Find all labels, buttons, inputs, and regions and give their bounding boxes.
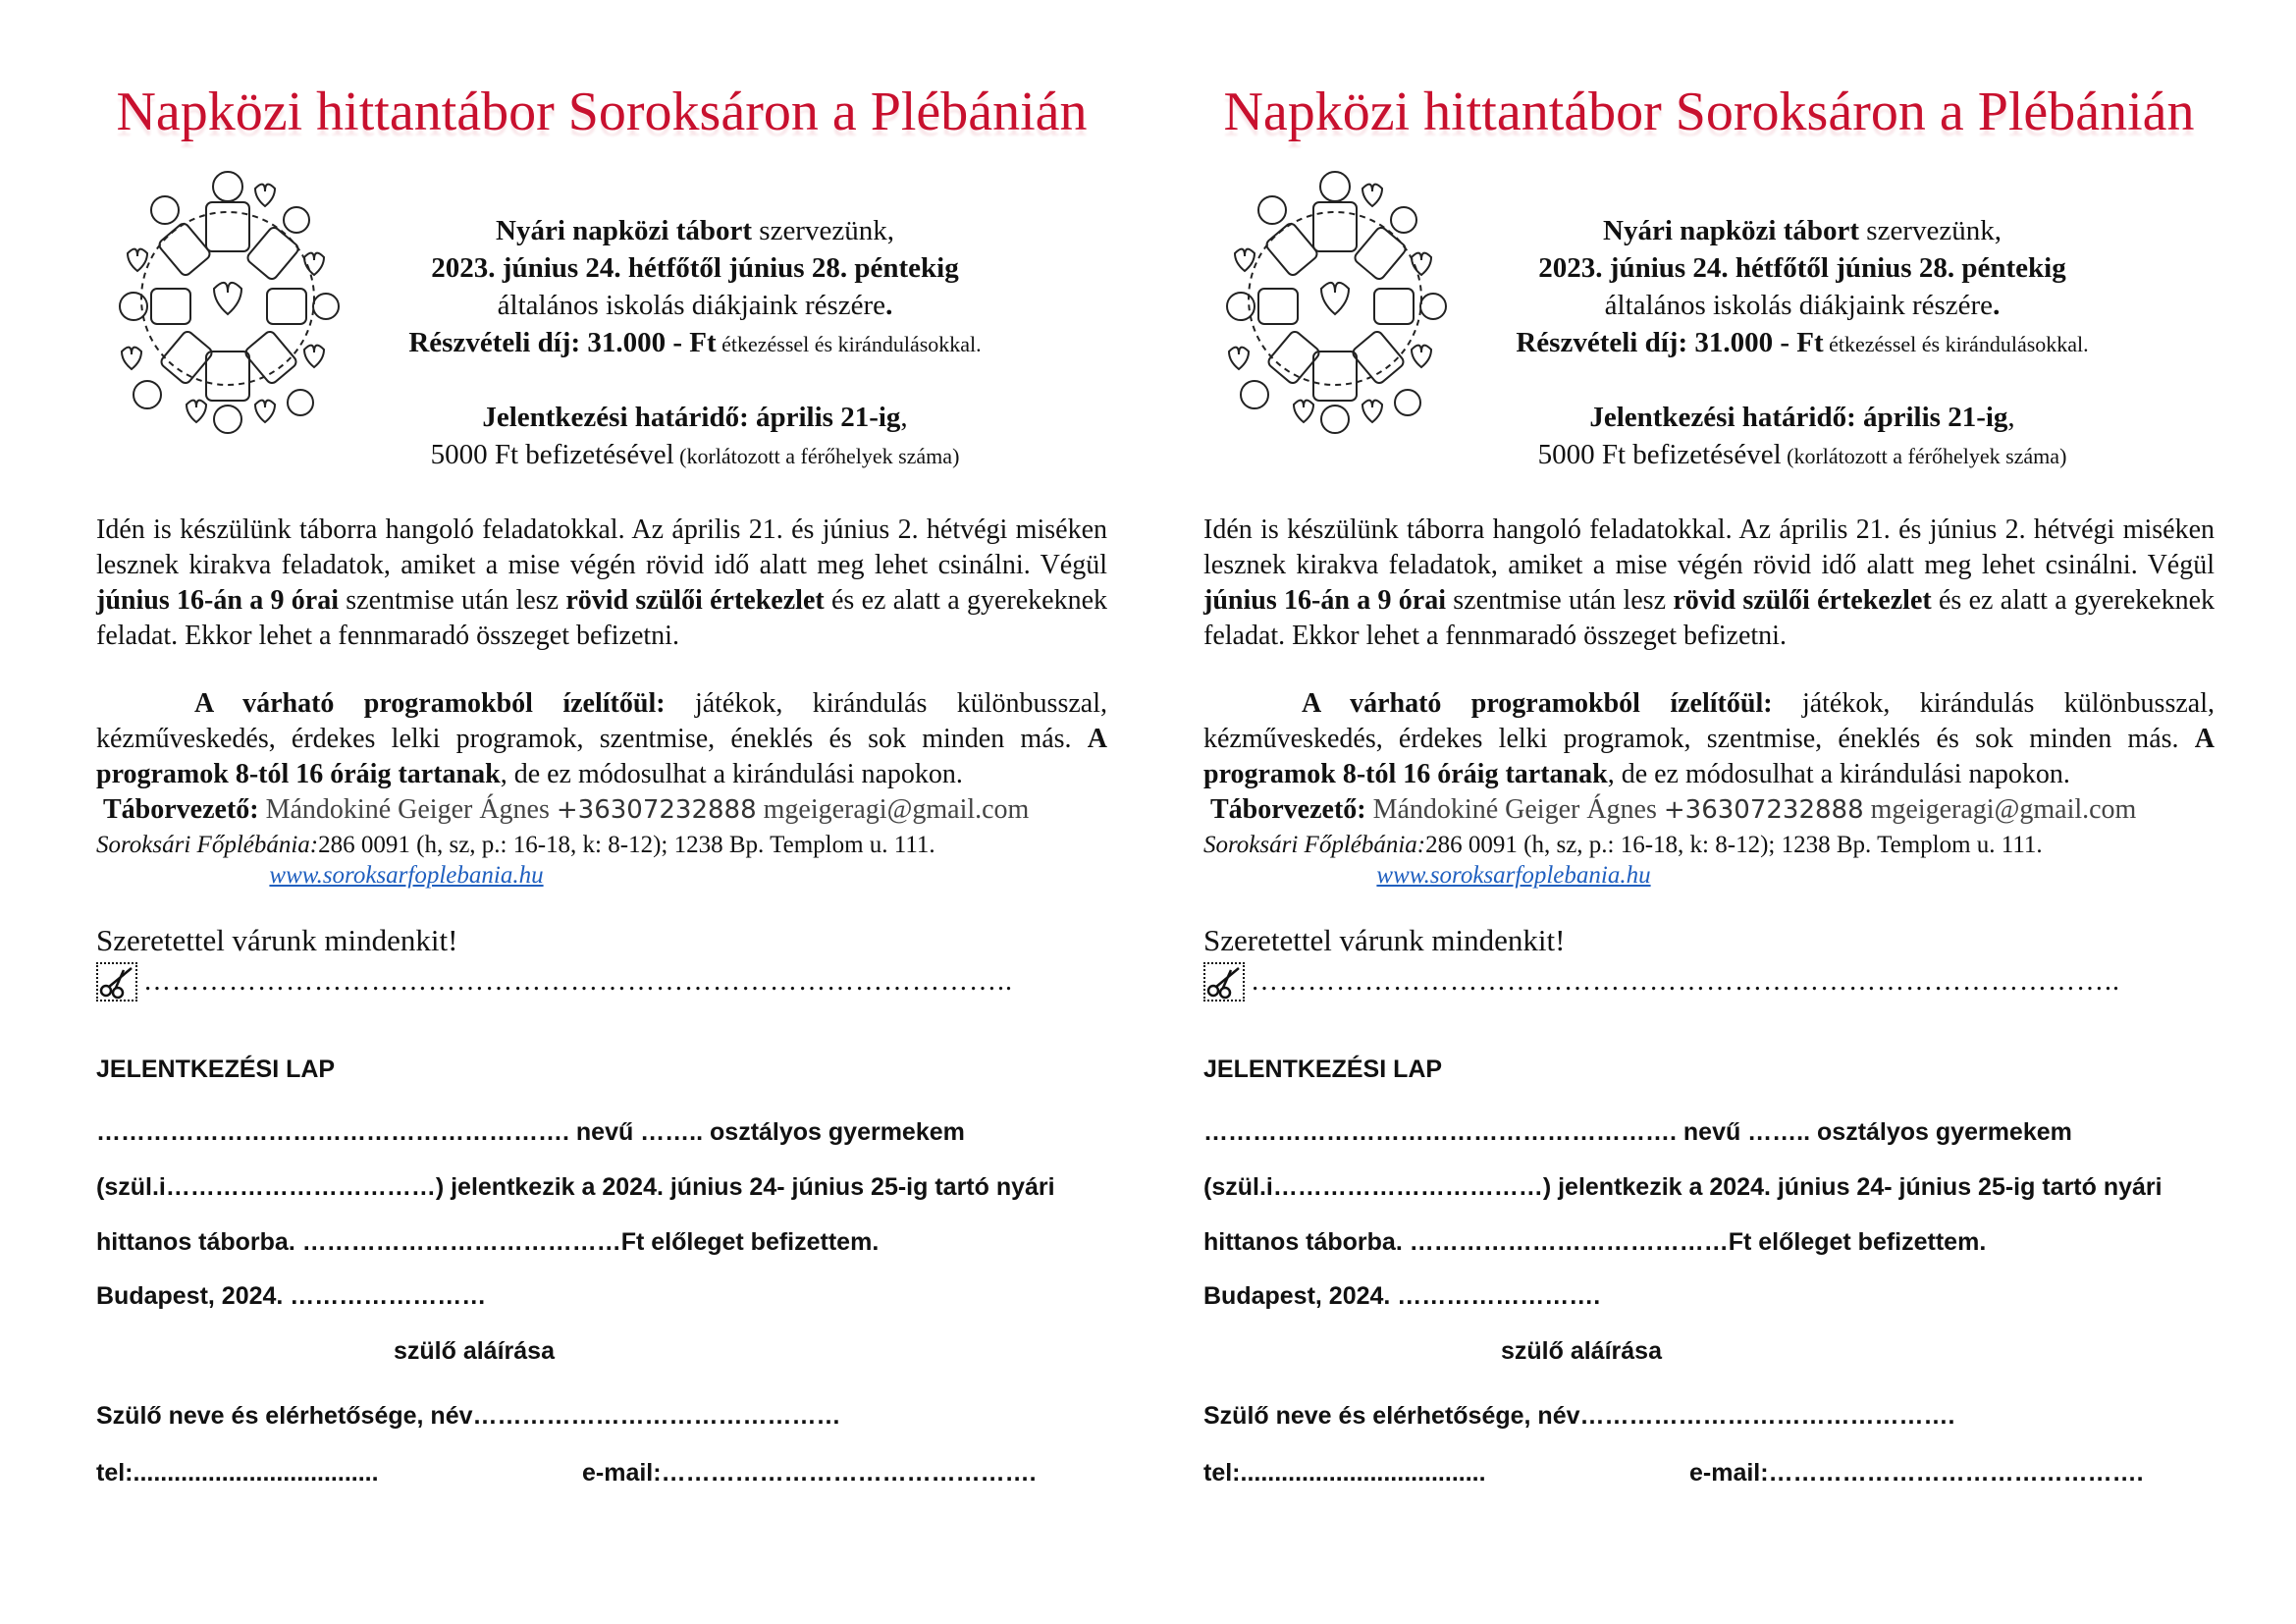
para1-bold-date: június 16-án a 9 órai xyxy=(96,585,339,616)
cut-dotted-line: ……………………………………………………………………………….. xyxy=(1251,966,2120,997)
form-line-child-name: …………………………………………………. nevű …….. osztályos gyermekem xyxy=(96,1118,965,1146)
greeting: Szeretettel várunk mindenkit! xyxy=(1203,923,1566,957)
form-email: e-mail:………………………………………. xyxy=(582,1459,1037,1487)
flyer-title: Napközi hittantábor Soroksáron a Plébánián xyxy=(116,81,1088,142)
info-paragraph xyxy=(1203,513,2215,654)
programs-text: játékok, kirándulás különbusszal, kézműveskedés, érdekes lelki programok, szentmise, éneklés és sok minden más. xyxy=(96,688,1107,754)
payment-text: 5000 Ft befizetésével xyxy=(1537,439,1782,470)
parish-office-line xyxy=(96,830,1107,861)
para1-text-a: Idén is készülünk táborra hangoló feladatokkal. Az április 21. és június 2. hétvégi miséken lesznek kirakva feladatok, amiket a mise végén rövid idő alatt meg lehet csinálni. Végül xyxy=(96,514,1107,580)
intro-line3-dot: . xyxy=(1993,290,2001,321)
para1-text-c: szentmise után lesz xyxy=(1445,585,1674,616)
flyer-title: Napközi hittantábor Soroksáron a Plébánián xyxy=(1223,81,2195,142)
leader-name: Mándokiné Geiger Ágnes xyxy=(1365,794,1664,825)
form-line-deposit: hittanos táborba. …………………………………Ft előleget befizettem. xyxy=(96,1228,880,1256)
leader-line xyxy=(96,794,1029,825)
intro-line3: általános iskolás diákjaink részére xyxy=(497,290,886,321)
intro-line1-rest: szervezünk, xyxy=(752,215,894,246)
deadline-comma: , xyxy=(900,402,908,433)
para1-text-e: és ez alatt a gyerekeknek feladat. Ekkor lehet a fennmaradó összeget befizetni. xyxy=(96,585,1107,651)
form-tel: tel:.................................... xyxy=(1203,1459,1486,1487)
leader-name: Mándokiné Geiger Ágnes xyxy=(258,794,557,825)
fee-note: étkezéssel és kirándulásokkal. xyxy=(716,332,982,356)
intro-line3-dot: . xyxy=(885,290,893,321)
para1-bold-meeting: rövid szülői értekezlet xyxy=(1673,585,1932,616)
form-heading: JELENTKEZÉSI LAP xyxy=(1203,1056,1443,1083)
website-link[interactable]: www.soroksarfoplebania.hu xyxy=(1376,862,1651,889)
intro-line1-bold: Nyári napközi tábort xyxy=(496,215,753,246)
participation-fee: Részvételi díj: 31.000 - Ft xyxy=(408,327,717,358)
form-signature-label: szülő aláírása xyxy=(394,1337,555,1365)
form-line-birth: (szül.i……………………………) jelentkezik a 2024. június 24- június 25-ig tartó nyári xyxy=(1203,1173,2163,1201)
camp-dates: 2023. június 24. hétfőtől június 28. péntekig xyxy=(431,252,959,284)
para1-text-c: szentmise után lesz xyxy=(338,585,566,616)
form-line-birth: (szül.i……………………………) jelentkezik a 2024. június 24- június 25-ig tartó nyári xyxy=(96,1173,1055,1201)
leader-phone: +36307232888 xyxy=(1663,795,1864,825)
fee-note: étkezéssel és kirándulásokkal. xyxy=(1823,332,2089,356)
camp-dates: 2023. június 24. hétfőtől június 28. péntekig xyxy=(1538,252,2066,284)
leader-phone: +36307232888 xyxy=(556,795,757,825)
form-line-parent-name: Szülő neve és elérhetősége, név……………………………………… xyxy=(96,1402,841,1430)
form-line-deposit: hittanos táborba. …………………………………Ft előleget befizettem. xyxy=(1203,1228,1987,1256)
form-heading: JELENTKEZÉSI LAP xyxy=(96,1056,336,1083)
info-paragraph xyxy=(96,513,1107,654)
leader-line xyxy=(1203,794,2136,825)
registration-deadline: Jelentkezési határidő: április 21-ig xyxy=(1589,402,2008,433)
leader-email: mgeigeragi@gmail.com xyxy=(1863,794,2137,825)
payment-text: 5000 Ft befizetésével xyxy=(430,439,674,470)
children-circle-logo xyxy=(1215,159,1456,439)
deadline-comma: , xyxy=(2007,402,2015,433)
office-details: 286 0091 (h, sz, p.: 16-18, k: 8-12); 1238 Bp. Templom u. 111. xyxy=(1425,832,2043,858)
form-email: e-mail:………………………………………. xyxy=(1689,1459,2144,1487)
form-line-child-name: …………………………………………………. nevű …….. osztályos gyermekem xyxy=(1203,1118,2072,1146)
form-line-contact xyxy=(1203,1459,2215,1488)
intro-block xyxy=(342,212,1048,475)
registration-deadline: Jelentkezési határidő: április 21-ig xyxy=(482,402,901,433)
form-line-parent-name: Szülő neve és elérhetősége, név………………………………………. xyxy=(1203,1402,1955,1430)
scissors-icon xyxy=(1203,962,1245,1001)
office-label: Soroksári Főplébánia: xyxy=(1203,832,1426,858)
programs-paragraph xyxy=(96,686,1107,828)
participation-fee: Részvételi díj: 31.000 - Ft xyxy=(1516,327,1824,358)
children-circle-logo xyxy=(108,159,348,439)
intro-line3: általános iskolás diákjaink részére xyxy=(1604,290,1994,321)
programs-note: , de ez módosulhat a kirándulási napokon. xyxy=(500,759,963,789)
cut-line xyxy=(96,962,1107,1005)
office-label: Soroksári Főplébánia: xyxy=(96,832,319,858)
leader-email: mgeigeragi@gmail.com xyxy=(756,794,1030,825)
cut-line xyxy=(1203,962,2215,1005)
flyer-right xyxy=(1203,0,2215,1624)
cut-dotted-line: ……………………………………………………………………………….. xyxy=(143,966,1013,997)
office-details: 286 0091 (h, sz, p.: 16-18, k: 8-12); 1238 Bp. Templom u. 111. xyxy=(318,832,935,858)
form-line-date: Budapest, 2024. …………………… xyxy=(96,1282,487,1310)
intro-line1-bold: Nyári napközi tábort xyxy=(1603,215,1860,246)
programs-heading: A várható programokból ízelítőül: xyxy=(1302,688,1773,719)
form-line-contact xyxy=(96,1459,1107,1488)
programs-hours: A programok 8-tól 16 óráig tartanak xyxy=(96,724,1107,789)
para1-bold-date: június 16-án a 9 órai xyxy=(1203,585,1446,616)
payment-note: (korlátozott a férőhelyek száma) xyxy=(1781,444,2067,468)
leader-label: Táborvezető: xyxy=(1210,794,1366,825)
para1-text-e: és ez alatt a gyerekeknek feladat. Ekkor lehet a fennmaradó összeget befizetni. xyxy=(1203,585,2215,651)
payment-note: (korlátozott a férőhelyek száma) xyxy=(673,444,960,468)
intro-line1-rest: szervezünk, xyxy=(1859,215,2002,246)
programs-text: játékok, kirándulás különbusszal, kézműveskedés, érdekes lelki programok, szentmise, éneklés és sok minden más. xyxy=(1203,688,2215,754)
scissors-icon xyxy=(96,962,137,1001)
website-line xyxy=(1203,862,1824,890)
flyer-left xyxy=(96,0,1107,1624)
para1-bold-meeting: rövid szülői értekezlet xyxy=(565,585,825,616)
form-signature-label: szülő aláírása xyxy=(1501,1337,1662,1365)
greeting: Szeretettel várunk mindenkit! xyxy=(96,923,458,957)
para1-text-a: Idén is készülünk táborra hangoló feladatokkal. Az április 21. és június 2. hétvégi miséken lesznek kirakva feladatok, amiket a mise végén rövid idő alatt meg lehet csinálni. Végül xyxy=(1203,514,2215,580)
intro-block xyxy=(1449,212,2156,475)
programs-paragraph xyxy=(1203,686,2215,828)
website-link[interactable]: www.soroksarfoplebania.hu xyxy=(269,862,544,889)
programs-hours: A programok 8-tól 16 óráig tartanak xyxy=(1203,724,2215,789)
form-tel: tel:.................................... xyxy=(96,1459,379,1487)
form-line-date: Budapest, 2024. ……………………. xyxy=(1203,1282,1601,1310)
programs-heading: A várható programokból ízelítőül: xyxy=(194,688,666,719)
leader-label: Táborvezető: xyxy=(103,794,259,825)
website-line xyxy=(96,862,717,890)
parish-office-line xyxy=(1203,830,2215,861)
programs-note: , de ez módosulhat a kirándulási napokon. xyxy=(1607,759,2070,789)
